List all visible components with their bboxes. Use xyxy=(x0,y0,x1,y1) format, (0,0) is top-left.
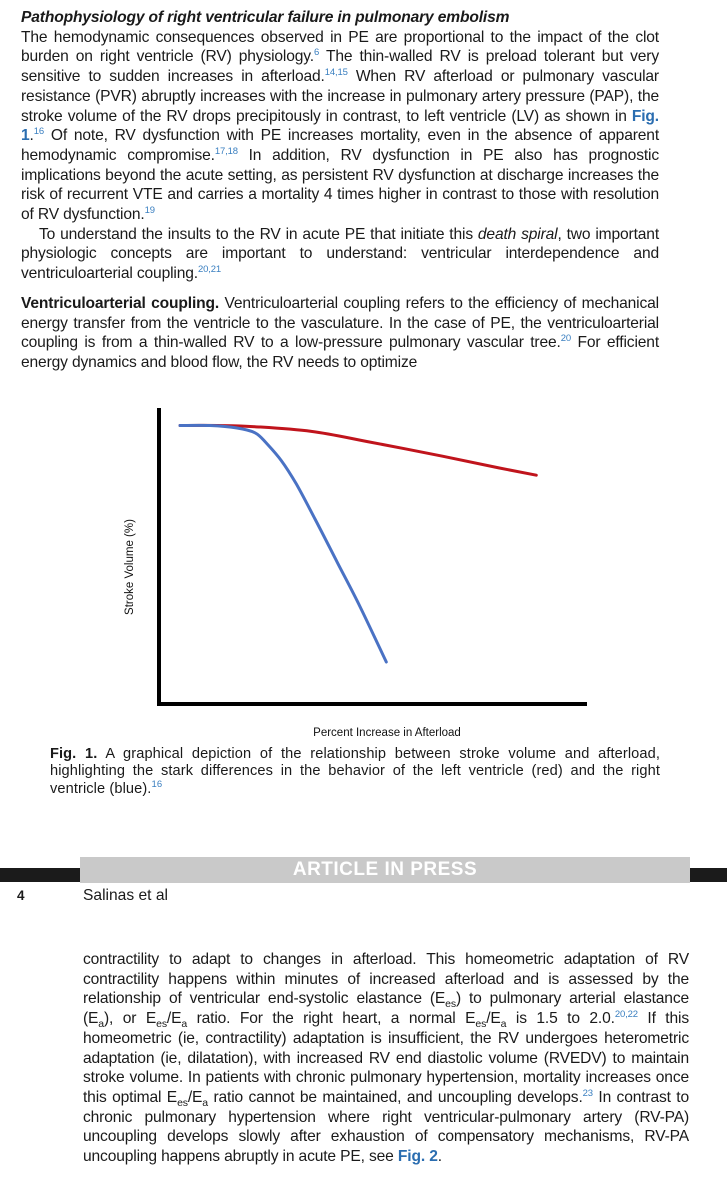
chart-series-group xyxy=(180,425,536,662)
citation-superscript: 16 xyxy=(33,126,44,138)
paragraph-4 xyxy=(83,950,689,1167)
subscript: a xyxy=(98,1018,104,1031)
text-run: /E xyxy=(166,1010,182,1028)
subscript: es xyxy=(475,1018,487,1031)
figure-caption xyxy=(50,746,660,798)
figure-1-chart xyxy=(100,395,620,745)
citation-superscript: 17,18 xyxy=(214,145,238,157)
caption-reference: 16 xyxy=(151,778,163,790)
section-bottom xyxy=(83,950,689,1167)
page-number: 4 xyxy=(17,888,25,903)
subsection-heading: Ventriculoarterial coupling. xyxy=(21,294,220,312)
section-top xyxy=(21,8,659,373)
text-run: To understand the insults to the RV in acute PE that initiate this xyxy=(39,225,478,243)
text-run: For efficient energy dynamics and blood flow, the RV needs to optimize xyxy=(21,334,659,371)
text-run: Of note, RV dysfunction with PE increases mortality, even in the absence of apparent hemodynamic compromise. xyxy=(21,127,659,164)
text-run: If this homeometric (ie, contractility) adaptation is insufficient, the RV undergoes heterometric adaptation (ie, dilatation), with increased RV end diastolic volume (RVEDV) to maintain stroke volume. In patients with chronic pulmonary hypertension, mortality increases once this optimal E xyxy=(83,1010,689,1106)
citation-superscript: 20,22 xyxy=(614,1008,638,1020)
caption-text: A graphical depiction of the relationship between stroke volume and afterload, highlighting the stark differences in the behavior of the left ventricle (red) and the right ventricle (blue). xyxy=(50,746,660,797)
subscript: a xyxy=(500,1018,507,1031)
text-run: contractility to adapt to changes in afterload. This homeometric adaptation of RV contractility happens within minutes of increased afterload and is assessed by the relationship of ventricular end-systolic elastance (E xyxy=(83,951,689,1008)
text-run: The thin-walled RV is preload tolerant but very sensitive to sudden increases in afterload. xyxy=(21,48,659,86)
text-run: /E xyxy=(486,1010,501,1028)
text-run: In contrast to chronic pulmonary hypertension where right ventricular-pulmonary artery (RV-PA) uncoupling develops slowly after exhaustion of compensatory mechanisms, RV-PA uncoupling happens abruptly in acute PE, see xyxy=(83,1088,689,1166)
figure-reference-link[interactable]: Fig. 2 xyxy=(397,1148,438,1166)
citation-superscript: 6 xyxy=(313,47,320,59)
subscript: es xyxy=(445,998,456,1011)
subscript: es xyxy=(156,1018,167,1031)
text-run: , two important physiologic concepts are important to understand: ventricular interdependence and ventriculoarterial coupling. xyxy=(21,225,659,283)
left-ventricle-curve xyxy=(180,425,536,475)
text-run: . xyxy=(29,127,34,145)
text-run: ratio cannot be maintained, and uncoupling develops. xyxy=(208,1088,583,1106)
caption-label: Fig. 1. xyxy=(50,746,98,762)
right-ventricle-curve xyxy=(180,425,386,662)
paragraph-2 xyxy=(21,225,659,284)
running-head: Salinas et al xyxy=(83,887,168,904)
text-run: Ventriculoarterial coupling refers to the efficiency of mechanical energy transfer from the ventricle to the vasculature. In the case of PE, the ventriculoarterial coupling is from a thin-walled RV to a low-pressure pulmonary vascular tree. xyxy=(21,294,659,352)
text-run: ), or E xyxy=(104,1010,157,1028)
citation-superscript: 23 xyxy=(582,1087,593,1099)
subscript: a xyxy=(181,1018,188,1031)
text-run: ) to pulmonary arterial elastance (E xyxy=(83,990,689,1028)
text-run: /E xyxy=(187,1088,203,1106)
section-heading: Pathophysiology of right ventricular failure in pulmonary embolism xyxy=(21,9,510,26)
figure-reference-link[interactable]: Fig. 1 xyxy=(21,107,659,145)
paragraph-3 xyxy=(21,294,659,373)
text-run: When RV afterload or pulmonary vascular resistance (PVR) abruptly increases with the increase in pulmonary artery pressure (PAP), the stroke volume of the RV drops precipitously in contrast, to left ventricle (LV) as shown in xyxy=(21,68,659,125)
text-run: . xyxy=(437,1148,442,1166)
text-run: is 1.5 to 2.0. xyxy=(506,1010,615,1028)
text-run: The hemodynamic consequences observed in PE are proportional to the impact of the clot burden on right ventricle (RV) physiology. xyxy=(21,28,659,66)
text-run: ratio. For the right heart, a normal E xyxy=(187,1010,476,1028)
x-axis-label: Percent Increase in Afterload xyxy=(313,727,461,739)
citation-superscript: 20 xyxy=(560,333,571,345)
text-run: In addition, RV dysfunction in PE also has prognostic implications beyond the acute setting, as persistent RV dysfunction at discharge increases the risk of recurrent VTE and carries a mortality 4 times higher in contrast to those with resolution of RV dysfunction. xyxy=(21,146,659,224)
emphasis: death spiral xyxy=(477,225,558,243)
citation-superscript: 19 xyxy=(144,204,155,216)
citation-superscript: 20,21 xyxy=(197,263,221,275)
y-axis-label: Stroke Volume (%) xyxy=(124,519,136,615)
paragraph-1 xyxy=(21,28,659,225)
subscript: a xyxy=(202,1097,208,1110)
article-in-press-banner: ARTICLE IN PRESS xyxy=(80,857,690,883)
subscript: es xyxy=(177,1097,188,1110)
citation-superscript: 14,15 xyxy=(324,66,348,78)
